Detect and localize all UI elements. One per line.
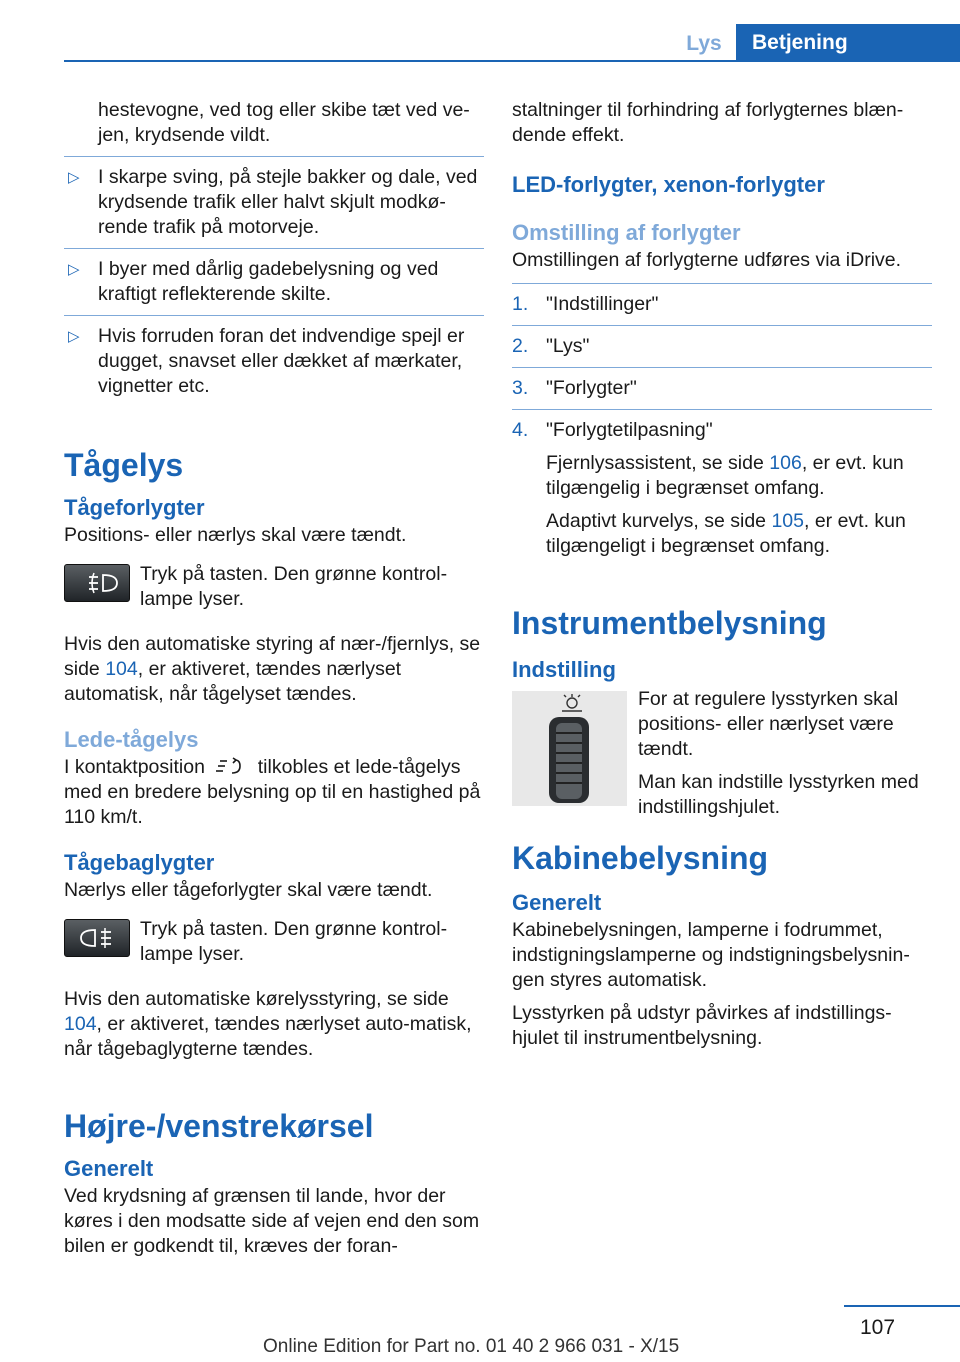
text-indstille: Man kan indstille lysstyrken med indstillingshjulet. [638,771,919,818]
list-item: 1. "Indstillinger" [512,293,659,315]
list-separator [512,325,932,326]
text-generelt-left: Ved krydsning af grænsen til lande, hvor der køres i den modsatte side af vejen end den som bilen er godkendt til, kræves der foran- [64,1185,480,1257]
rear-fog-button-image [64,919,130,957]
dimmer-wheel-row [512,687,932,820]
text-kabine: Kabinebelysningen, lamperne i fodrummet, indstigningslamperne og indstigningsbelysnin-gen styres automatisk. [512,919,910,991]
front-fog-icon [65,565,129,601]
heading-led-xenon: LED-forlygter, xenon-forlygter [512,172,825,197]
text-adaptivt: Adaptivt kurvelys, se side 105, er evt. kun tilgængeligt i begrænset omfang. [546,510,906,557]
bullet-separator [64,156,484,157]
text-omstilling: Omstillingen af forlygterne udføres via iDrive. [512,249,902,271]
text-regulere: For at regulere lysstyrken skal positions- eller nærlyset være tændt. [638,688,899,760]
list-separator [512,409,932,410]
heading-generelt-right: Generelt [512,890,602,915]
page-link-104[interactable]: 104 [105,658,138,680]
left-column [64,98,484,1267]
text-lede: I kontaktposition tilkobles et lede-tågelys med en bredere belysning op til en hastighed på 110 km/t. [64,756,481,828]
bullet-item: ▷ I skarpe sving, på stejle bakker og dale, ved krydsende trafik eller halvt skjult modkø-rende trafik på motorveje. [68,166,478,238]
heading-indstilling: Indstilling [512,657,616,682]
bullet-triangle-icon: ▷ [68,261,80,278]
bullet-separator [64,248,484,249]
list-item: 4. "Forlygtetilpasning" [512,419,713,441]
bullet-separator [64,315,484,316]
text-fjernlys: Fjernlysassistent, se side 106, er evt. kun tilgængelig i begrænset omfang. [546,452,904,499]
dimmer-wheel-image [512,691,627,806]
header-tab-lys: Lys [686,32,722,55]
rear-fog-icon [65,920,129,956]
list-separator [512,283,932,284]
heading-generelt-left: Generelt [64,1156,154,1181]
dimmer-wheel-icon [512,691,627,806]
fog-light-button-row [64,562,484,622]
heading-instrumentbelysning: Instrumentbelysning [512,605,827,641]
bullet-item: ▷ Hvis forruden foran det indvendige spejl er dugget, snavset eller dækket af mærkater, vignetter etc. [68,325,465,397]
page-number: 107 [860,1316,896,1339]
text-lysstyrke: Lysstyrken på udstyr påvirkes af indstillings-hjulet til instrumentbelysning. [512,1002,892,1049]
heading-hojre-venstrekorsel: Højre-/venstrekørsel [64,1108,374,1144]
list-separator [512,367,932,368]
text-tryk-rear: Tryk på tasten. Den grønne kontrol-lampe lyser. [140,918,448,965]
text-auto-rear: Hvis den automatiske kørelysstyring, se side 104, er aktiveret, tændes nærlyset auto-matisk, når tågebaglygterne tændes. [64,988,472,1060]
list-item: 2. "Lys" [512,335,590,357]
bullet-triangle-icon: ▷ [68,328,80,345]
header-tab-betjening: Betjening [736,24,960,62]
footer-rule [844,1305,960,1307]
list-item: 3. "Forlygter" [512,377,637,399]
heading-tagebaglygter: Tågebaglygter [64,850,215,875]
rear-fog-button-row [64,917,484,977]
heading-omstilling: Omstilling af forlygter [512,220,741,245]
page-link-105[interactable]: 105 [771,510,804,532]
bullet-item: ▷ I byer med dårlig gadebelysning og ved kraftigt reflekterende skilte. [68,258,439,305]
front-fog-button-image [64,564,130,602]
footer-edition: Online Edition for Part no. 01 40 2 966 031 - X/15 [263,1336,680,1357]
bullet-triangle-icon: ▷ [68,169,80,186]
heading-tagelys: Tågelys [64,447,184,483]
right-column [512,98,932,1059]
page-link-104[interactable]: 104 [64,1013,97,1035]
heading-lede-tagelys: Lede-tågelys [64,727,199,752]
ignition-position-icon [210,755,252,777]
page-link-106[interactable]: 106 [769,452,802,474]
continued-text-right: staltninger til forhindring af forlygternes blæn-dende effekt. [512,99,904,146]
continued-text: hestevogne, ved tog eller skibe tæt ved ve-jen, krydsende vildt. [98,99,470,146]
text-naerlys: Nærlys eller tågeforlygter skal være tændt. [64,879,433,901]
text-positions: Positions- eller nærlys skal være tændt. [64,524,407,546]
text-tryk-front: Tryk på tasten. Den grønne kontrol-lampe lyser. [140,563,448,610]
heading-tageforlygter: Tågeforlygter [64,495,205,520]
text-auto-front: Hvis den automatiske styring af nær-/fjernlys, se side 104, er aktiveret, tændes nærlyset automatisk, når tågelyset tændes. [64,633,481,705]
heading-kabinebelysning: Kabinebelysning [512,840,769,876]
